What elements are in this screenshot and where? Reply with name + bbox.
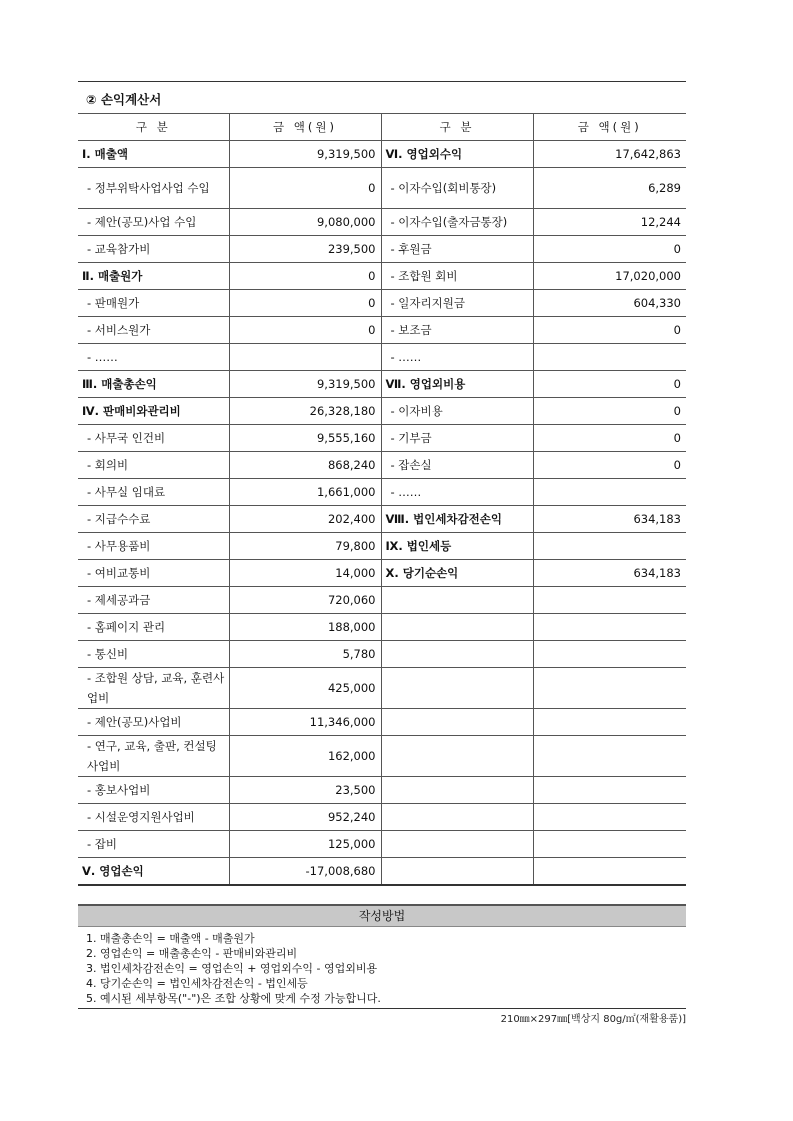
left-item-label: - 여비교통비: [78, 560, 229, 587]
header-category-left: 구 분: [78, 114, 229, 141]
table-row: [78, 344, 686, 371]
left-item-amount: 9,319,500: [229, 141, 381, 168]
method-title: 작성방법: [78, 904, 686, 927]
left-item-label: - 사무용품비: [78, 533, 229, 560]
method-item: 1. 매출총손익 = 매출액 - 매출원가: [86, 932, 255, 945]
table-row: [78, 736, 686, 777]
method-box: [78, 904, 686, 1009]
right-item-label: Ⅷ. 법인세차감전손익: [381, 506, 533, 533]
right-item-label: - 보조금: [381, 317, 533, 344]
left-item-amount: 0: [229, 290, 381, 317]
right-item-amount: 6,289: [533, 168, 686, 209]
table-row: [78, 317, 686, 344]
table-row: [78, 668, 686, 709]
left-item-amount: 11,346,000: [229, 709, 381, 736]
left-item-label: - 잡비: [78, 831, 229, 858]
right-item-label: Ⅸ. 법인세등: [381, 533, 533, 560]
right-item-amount: [533, 587, 686, 614]
table-row: [78, 479, 686, 506]
table-row: [78, 831, 686, 858]
left-item-amount: 952,240: [229, 804, 381, 831]
right-item-amount: 634,183: [533, 560, 686, 587]
table-row: [78, 209, 686, 236]
left-item-amount: 5,780: [229, 641, 381, 668]
method-list: [78, 927, 686, 1009]
right-item-label: - 이자수입(회비통장): [381, 168, 533, 209]
table-row: [78, 804, 686, 831]
left-item-amount: 720,060: [229, 587, 381, 614]
left-item-label: - 연구, 교육, 출판, 컨설팅 사업비: [78, 736, 229, 777]
table-row: [78, 641, 686, 668]
right-item-amount: 17,020,000: [533, 263, 686, 290]
table-row: [78, 168, 686, 209]
right-item-label: [381, 641, 533, 668]
left-item-label: - 교육참가비: [78, 236, 229, 263]
header-category-right: 구 분: [381, 114, 533, 141]
left-item-amount: 23,500: [229, 777, 381, 804]
right-item-amount: [533, 344, 686, 371]
right-item-label: - ……: [381, 479, 533, 506]
table-body: [78, 141, 686, 886]
right-item-amount: [533, 858, 686, 886]
left-item-label: Ⅱ. 매출원가: [78, 263, 229, 290]
left-item-label: - 정부위탁사업사업 수입: [78, 168, 229, 209]
left-item-amount: 14,000: [229, 560, 381, 587]
right-item-amount: 0: [533, 398, 686, 425]
left-item-label: - 판매원가: [78, 290, 229, 317]
right-item-amount: 0: [533, 425, 686, 452]
right-item-label: - 일자리지원금: [381, 290, 533, 317]
right-item-label: - 이자비용: [381, 398, 533, 425]
table-row: [78, 614, 686, 641]
method-item: 5. 예시된 세부항목("-")은 조합 상황에 맞게 수정 가능합니다.: [86, 992, 381, 1005]
left-item-amount: 0: [229, 317, 381, 344]
left-item-amount: 0: [229, 263, 381, 290]
right-item-amount: [533, 804, 686, 831]
left-item-label: Ⅰ. 매출액: [78, 141, 229, 168]
table-row: [78, 858, 686, 886]
left-item-label: Ⅴ. 영업손익: [78, 858, 229, 886]
left-item-amount: 202,400: [229, 506, 381, 533]
left-item-label: - 제안(공모)사업비: [78, 709, 229, 736]
header-amount-left: 금 액(원): [229, 114, 381, 141]
right-item-amount: 0: [533, 236, 686, 263]
right-item-amount: [533, 479, 686, 506]
right-item-label: [381, 614, 533, 641]
table-row: [78, 533, 686, 560]
right-item-label: [381, 777, 533, 804]
right-item-amount: [533, 831, 686, 858]
left-item-label: - 시설운영지원사업비: [78, 804, 229, 831]
table-row: [78, 587, 686, 614]
table-row: [78, 141, 686, 168]
method-item: 4. 당기순손익 = 법인세차감전손익 - 법인세등: [86, 977, 308, 990]
table-header-row: [78, 114, 686, 141]
left-item-amount: 9,555,160: [229, 425, 381, 452]
right-item-label: Ⅶ. 영업외비용: [381, 371, 533, 398]
left-item-label: - 홍보사업비: [78, 777, 229, 804]
left-item-amount: 0: [229, 168, 381, 209]
right-item-amount: 604,330: [533, 290, 686, 317]
right-item-label: [381, 668, 533, 709]
right-item-label: [381, 736, 533, 777]
right-item-amount: [533, 533, 686, 560]
right-item-label: - 이자수입(출자금통장): [381, 209, 533, 236]
table-row: [78, 263, 686, 290]
right-item-amount: [533, 736, 686, 777]
right-item-label: - 잡손실: [381, 452, 533, 479]
left-item-amount: 9,319,500: [229, 371, 381, 398]
right-item-label: - 조합원 회비: [381, 263, 533, 290]
left-item-amount: [229, 344, 381, 371]
right-item-label: [381, 804, 533, 831]
right-item-label: [381, 831, 533, 858]
right-item-label: Ⅹ. 당기순손익: [381, 560, 533, 587]
right-item-amount: [533, 777, 686, 804]
left-item-label: Ⅳ. 판매비와관리비: [78, 398, 229, 425]
right-item-amount: [533, 709, 686, 736]
table-row: [78, 290, 686, 317]
table-row: [78, 777, 686, 804]
left-item-amount: 1,661,000: [229, 479, 381, 506]
left-item-amount: 868,240: [229, 452, 381, 479]
left-item-label: - ……: [78, 344, 229, 371]
table-row: [78, 425, 686, 452]
right-item-amount: [533, 668, 686, 709]
right-item-amount: [533, 641, 686, 668]
paper-spec-footnote: 210㎜×297㎜[백상지 80g/㎡(재활용품)]: [500, 1014, 686, 1025]
right-item-amount: 634,183: [533, 506, 686, 533]
left-item-label: - 홈페이지 관리: [78, 614, 229, 641]
left-item-amount: 239,500: [229, 236, 381, 263]
table-row: [78, 371, 686, 398]
table-row: [78, 452, 686, 479]
table-row: [78, 709, 686, 736]
right-item-label: [381, 709, 533, 736]
section-title: ② 손익계산서: [86, 92, 162, 107]
header-amount-right: 금 액(원): [533, 114, 686, 141]
left-item-amount: 9,080,000: [229, 209, 381, 236]
left-item-amount: 162,000: [229, 736, 381, 777]
table-row: [78, 398, 686, 425]
left-item-amount: -17,008,680: [229, 858, 381, 886]
left-item-label: - 제세공과금: [78, 587, 229, 614]
left-item-label: - 회의비: [78, 452, 229, 479]
right-item-amount: 12,244: [533, 209, 686, 236]
left-item-amount: 188,000: [229, 614, 381, 641]
right-item-label: [381, 587, 533, 614]
right-item-label: - ……: [381, 344, 533, 371]
left-item-amount: 26,328,180: [229, 398, 381, 425]
left-item-label: - 사무국 인건비: [78, 425, 229, 452]
top-rule: [78, 81, 686, 82]
left-item-amount: 125,000: [229, 831, 381, 858]
left-item-label: - 사무실 임대료: [78, 479, 229, 506]
right-item-label: - 후원금: [381, 236, 533, 263]
income-statement-table: [78, 113, 686, 886]
left-item-label: - 제안(공모)사업 수입: [78, 209, 229, 236]
right-item-label: - 기부금: [381, 425, 533, 452]
left-item-label: Ⅲ. 매출총손익: [78, 371, 229, 398]
left-item-amount: 425,000: [229, 668, 381, 709]
left-item-amount: 79,800: [229, 533, 381, 560]
left-item-label: - 조합원 상담, 교육, 훈련사업비: [78, 668, 229, 709]
right-item-amount: 0: [533, 371, 686, 398]
table-row: [78, 560, 686, 587]
table-row: [78, 506, 686, 533]
right-item-amount: 0: [533, 452, 686, 479]
right-item-amount: [533, 614, 686, 641]
left-item-label: - 통신비: [78, 641, 229, 668]
right-item-label: Ⅵ. 영업외수익: [381, 141, 533, 168]
method-item: 2. 영업손익 = 매출총손익 - 판매비와관리비: [86, 947, 298, 960]
left-item-label: - 서비스원가: [78, 317, 229, 344]
right-item-amount: 0: [533, 317, 686, 344]
table-row: [78, 236, 686, 263]
method-item: 3. 법인세차감전손익 = 영업손익 + 영업외수익 - 영업외비용: [86, 962, 378, 975]
right-item-amount: 17,642,863: [533, 141, 686, 168]
right-item-label: [381, 858, 533, 886]
left-item-label: - 지급수수료: [78, 506, 229, 533]
